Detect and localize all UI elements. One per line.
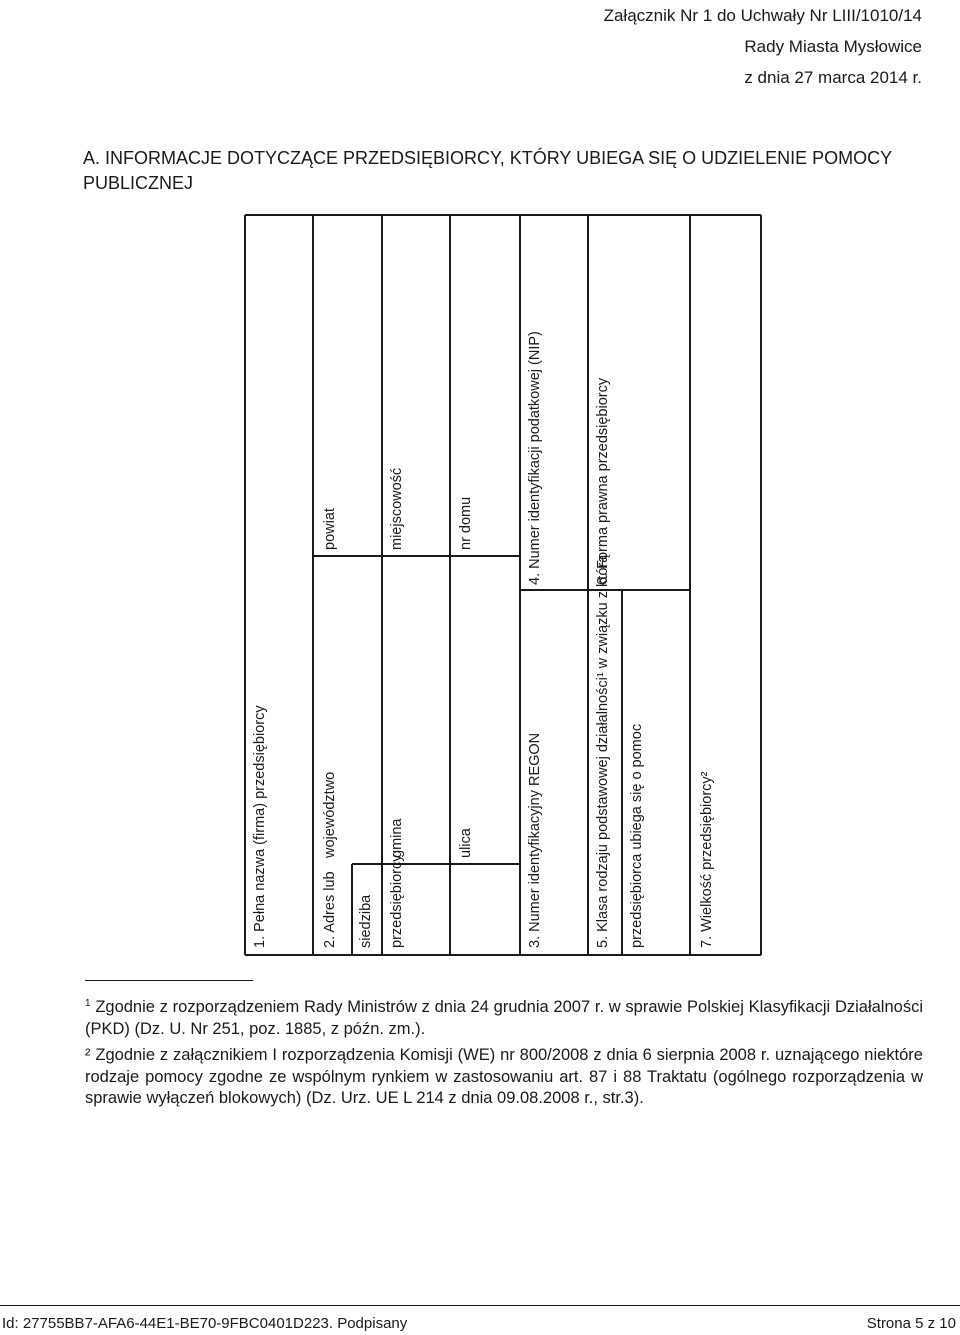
- label-size: 7. Wielkość przedsiębiorcy²: [699, 771, 715, 948]
- section-title: A. INFORMACJE DOTYCZĄCE PRZEDSIĘBIORCY, KTÓRY UBIEGA SIĘ O UDZIELENIE POMOCY PUBLICZNEJ: [83, 148, 892, 193]
- label-house-number: nr domu: [458, 496, 474, 550]
- label-regon: 3. Numer identyfikacyjny REGON: [527, 732, 543, 948]
- footer-page-number: Strona 5 z 10: [866, 1315, 956, 1332]
- label-voivodeship: województwo: [322, 771, 338, 858]
- footnote-2: [85, 1045, 923, 1110]
- label-activity-class: 5. Klasa rodzaju podstawowej działalności¹ w związku z którą: [595, 554, 611, 948]
- label-entrepreneur: przedsiębiorcy: [389, 854, 405, 948]
- footnote-1-mark: 1: [85, 998, 91, 1009]
- footnote-separator: [85, 980, 253, 981]
- label-nip: 4. Numer identyfikacji podatkowej (NIP): [527, 331, 543, 585]
- label-seat: siedziba: [358, 894, 374, 948]
- footnotes: [85, 993, 923, 1110]
- footnote-1: [85, 993, 923, 1040]
- label-district: powiat: [322, 508, 338, 550]
- header-line-1: Załącznik Nr 1 do Uchwały Nr LIII/1010/14: [603, 6, 922, 25]
- label-address: 2. Adres lub: [322, 871, 338, 948]
- header-line-3: z dnia 27 marca 2014 r.: [744, 68, 922, 87]
- header-line-2: Rady Miasta Mysłowice: [744, 37, 922, 56]
- footnote-2-mark: ²: [85, 1046, 91, 1064]
- label-full-name: 1. Pełna nazwa (firma) przedsiębiorcy: [252, 705, 268, 948]
- label-commune: gmina: [389, 818, 405, 858]
- footer-document-id: Id: 27755BB7-AFA6-44E1-BE70-9FBC0401D223. Podpisany: [2, 1315, 408, 1332]
- footer-separator: [0, 1305, 960, 1306]
- label-locality: miejscowość: [389, 467, 405, 550]
- label-legal-form: 6. Forma prawna przedsiębiorcy: [595, 377, 611, 585]
- footnote-1-text: Zgodnie z rozporządzeniem Rady Ministrów z dnia 24 grudnia 2007 r. w sprawie Polskiej Klasyfikacji Działalności (PKD) (Dz. U. Nr 251, poz. 1885, z późn. zm.).: [85, 998, 923, 1038]
- label-applies-for-aid: przedsiębiorca ubiega się o pomoc: [629, 723, 645, 948]
- footnote-2-text: Zgodnie z załącznikiem I rozporządzenia Komisji (WE) nr 800/2008 z dnia 6 sierpnia 2008 r. uznającego niektóre rodzaje pomocy zgodne ze wspólnym rynkiem w zastosowaniu art. 87 i 88 Traktatu (ogólnego rozporządzenia w sprawie wyłączeń blokowych) (Dz. Urz. UE L 214 z dnia 09.08.2008 r., str.3).: [85, 1046, 923, 1107]
- label-street: ulica: [458, 828, 474, 858]
